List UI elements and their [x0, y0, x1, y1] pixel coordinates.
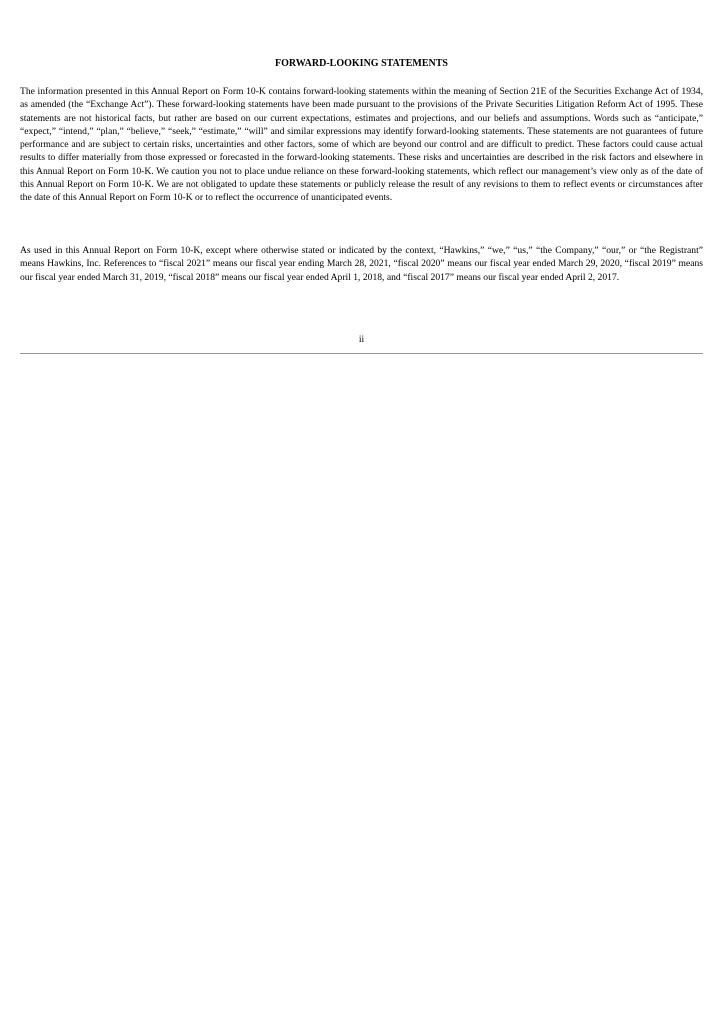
- forward-looking-paragraph: The information presented in this Annual Report on Form 10-K contains forward-looking statements within the meaning of Section 21E of the Securities Exchange Act of 1934, as amended (the “Exchange Act”). These forward-looking statements have been made pursuant to the provisions of the Private Securities Litigation Reform Act of 1995. These statements are not historical facts, but rather are based on our current expectations, estimates and projections, and our beliefs and assumptions. Words such as “anticipate,” “expect,” “intend,” “plan,” “believe,” “seek,” “estimate,” “will” and similar expressions may identify forward-looking statements. These statements are not guarantees of future performance and are subject to certain risks, uncertainties and other factors, some of which are beyond our control and are difficult to predict. These factors could cause actual results to differ materially from those expressed or forecasted in the forward-looking statements. These risks and uncertainties are described in the risk factors and elsewhere in this Annual Report on Form 10-K. We caution you not to place undue reliance on these forward-looking statements, which reflect our management’s view only as of the date of this Annual Report on Form 10-K. We are not obligated to update these statements or publicly release the result of any revisions to them to reflect events or circumstances after the date of this Annual Report on Form 10-K or to reflect the occurrence of unanticipated events.: [20, 86, 703, 204]
- page-number: ii: [358, 334, 365, 345]
- definitions-paragraph: As used in this Annual Report on Form 10-K, except where otherwise stated or indicated by the context, “Hawkins,” “we,” “us,” “the Company,” “our,” or “the Registrant” means Hawkins, Inc. References to “fiscal 2021” means our fiscal year ending March 28, 2021, “fiscal 2020” means our fiscal year ended March 29, 2020, “fiscal 2019” means our fiscal year ended March 31, 2019, “fiscal 2018” means our fiscal year ended April 1, 2018, and “fiscal 2017” means our fiscal year ended April 2, 2017.: [20, 245, 703, 283]
- page-divider: [20, 353, 703, 354]
- section-heading: FORWARD-LOOKING STATEMENTS: [275, 58, 448, 69]
